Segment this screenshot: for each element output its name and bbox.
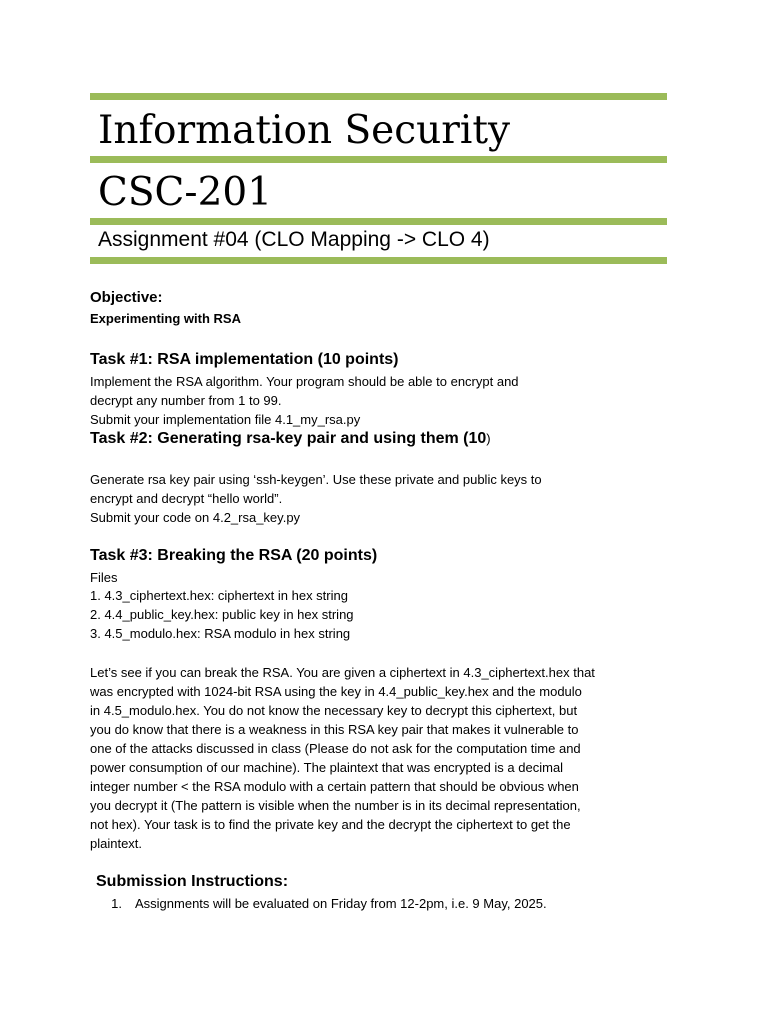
task1-line: Submit your implementation file 4.1_my_rsa.py: [90, 412, 361, 427]
objective-heading: Objective:: [90, 289, 163, 306]
task3-paragraph-line: in 4.5_modulo.hex. You do not know the necessary key to decrypt this ciphertext, but: [90, 703, 578, 718]
task3-paragraph-line: was encrypted with 1024-bit RSA using the key in 4.4_public_key.hex and the modulo: [90, 684, 582, 699]
task3-paragraph-line: not hex). Your task is to find the private key and the decrypt the ciphertext to get the: [90, 817, 571, 832]
task3-paragraph-line: integer number < the RSA modulo with a certain pattern that should be obvious when: [90, 779, 579, 794]
document-title: Information Security: [98, 108, 511, 153]
objective-text: Experimenting with RSA: [90, 311, 241, 326]
task2-heading: [90, 430, 491, 449]
submission-list-item: [88, 895, 547, 913]
task3-file-item: 3. 4.5_modulo.hex: RSA modulo in hex string: [90, 626, 351, 641]
title-rule-4: [90, 257, 667, 264]
task3-heading: Task #3: Breaking the RSA (20 points): [90, 547, 378, 564]
task3-file-item: 1. 4.3_ciphertext.hex: ciphertext in hex string: [90, 588, 348, 603]
task3-paragraph-line: Let’s see if you can break the RSA. You are given a ciphertext in 4.3_ciphertext.hex that: [90, 665, 595, 680]
task2-line: encrypt and decrypt “hello world”.: [90, 491, 283, 506]
task3-paragraph-line: you decrypt it (The pattern is visible when the number is in its decimal representation,: [90, 798, 581, 813]
task2-heading-tail: ): [486, 431, 491, 446]
submission-item-number: 1.: [111, 896, 122, 911]
task2-heading-text: Task #2: Generating rsa-key pair and using them (10: [90, 430, 487, 447]
assignment-subtitle: Assignment #04 (CLO Mapping -> CLO 4): [98, 228, 490, 251]
submission-heading: Submission Instructions:: [96, 873, 289, 890]
title-rule-2: [90, 156, 667, 163]
task1-heading: Task #1: RSA implementation (10 points): [90, 351, 399, 368]
course-code: CSC-201: [98, 170, 273, 215]
task1-line: Implement the RSA algorithm. Your program should be able to encrypt and: [90, 374, 519, 389]
task3-file-item: 2. 4.4_public_key.hex: public key in hex string: [90, 607, 354, 622]
task1-line: decrypt any number from 1 to 99.: [90, 393, 282, 408]
task2-line: Generate rsa key pair using ‘ssh-keygen’. Use these private and public keys to: [90, 472, 542, 487]
title-top-rule: [90, 93, 667, 100]
task3-paragraph-line: you do know that there is a weakness in this RSA key pair that makes it vulnerable to: [90, 722, 579, 737]
task3-paragraph-line: power consumption of our machine). The plaintext that was encrypted is a decimal: [90, 760, 564, 775]
submission-item-text: Assignments will be evaluated on Friday from 12-2pm, i.e. 9 May, 2025.: [135, 896, 547, 911]
task3-files-label: Files: [90, 570, 118, 585]
task2-line: Submit your code on 4.2_rsa_key.py: [90, 510, 301, 525]
task3-paragraph-line: one of the attacks discussed in class (Please do not ask for the computation time and: [90, 741, 581, 756]
title-rule-3: [90, 218, 667, 225]
task3-paragraph-line: plaintext.: [90, 836, 143, 851]
